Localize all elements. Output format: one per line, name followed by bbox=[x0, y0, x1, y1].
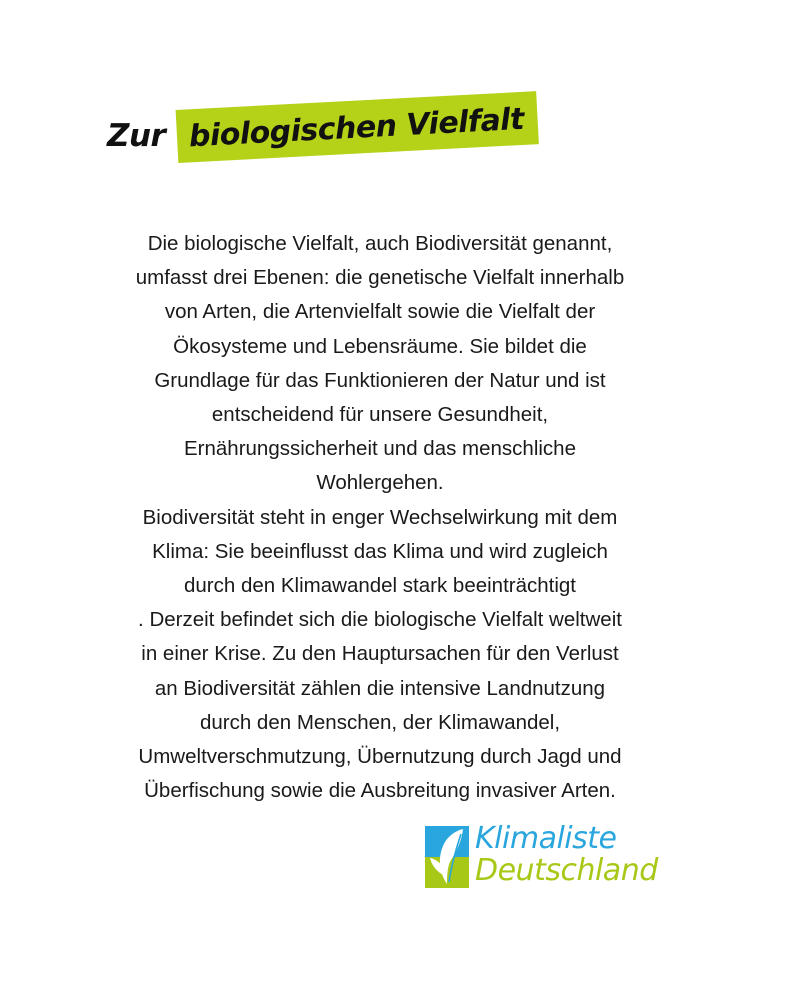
body-line: Grundlage für das Funktionieren der Natur und ist bbox=[154, 368, 606, 392]
body-line: entscheidend für unsere Gesundheit, bbox=[211, 403, 549, 427]
body-line: Ernährungssicherheit und das menschliche bbox=[183, 437, 576, 461]
body-line: umfasst drei Ebenen: die genetische Vielfalt innerhalb bbox=[135, 266, 625, 290]
body-line: von Arten, die Artenvielfalt sowie die Vielfalt der bbox=[164, 300, 596, 324]
body-paragraph bbox=[95, 227, 665, 808]
body-line: Wohlergehen. bbox=[316, 471, 444, 495]
body-line: Ökosysteme und Lebensräume. Sie bildet die bbox=[173, 334, 587, 358]
body-line: Biodiversität steht in enger Wechselwirkung mit dem bbox=[142, 505, 618, 529]
body-line: Klima: Sie beeinflusst das Klima und wird zugleich bbox=[152, 539, 608, 563]
body-line: durch den Menschen, der Klimawandel, bbox=[199, 710, 561, 734]
klimaliste-logo bbox=[425, 823, 670, 889]
logo-wordmark-line1: Klimaliste bbox=[475, 821, 617, 856]
leaf-icon bbox=[425, 826, 469, 888]
logo-wordmark-line2: Deutschland bbox=[475, 853, 658, 888]
body-line: in einer Krise. Zu den Hauptursachen für den Verlust bbox=[141, 642, 619, 666]
body-line: Überfischung sowie die Ausbreitung invasiver Arten. bbox=[144, 779, 616, 803]
body-line: . Derzeit befindet sich die biologische Vielfalt weltweit bbox=[138, 608, 622, 632]
body-line: an Biodiversität zählen die intensive Landnutzung bbox=[154, 676, 606, 700]
heading-highlight: biologischen Vielfalt bbox=[176, 91, 539, 163]
page-heading bbox=[105, 100, 575, 190]
body-line: Umweltverschmutzung, Übernutzung durch Jagd und bbox=[138, 745, 622, 769]
heading-prefix: Zur bbox=[107, 118, 166, 154]
body-line: durch den Klimawandel stark beeinträchtigt bbox=[184, 574, 576, 598]
body-line: Die biologische Vielfalt, auch Biodiversität genannt, bbox=[147, 232, 613, 255]
